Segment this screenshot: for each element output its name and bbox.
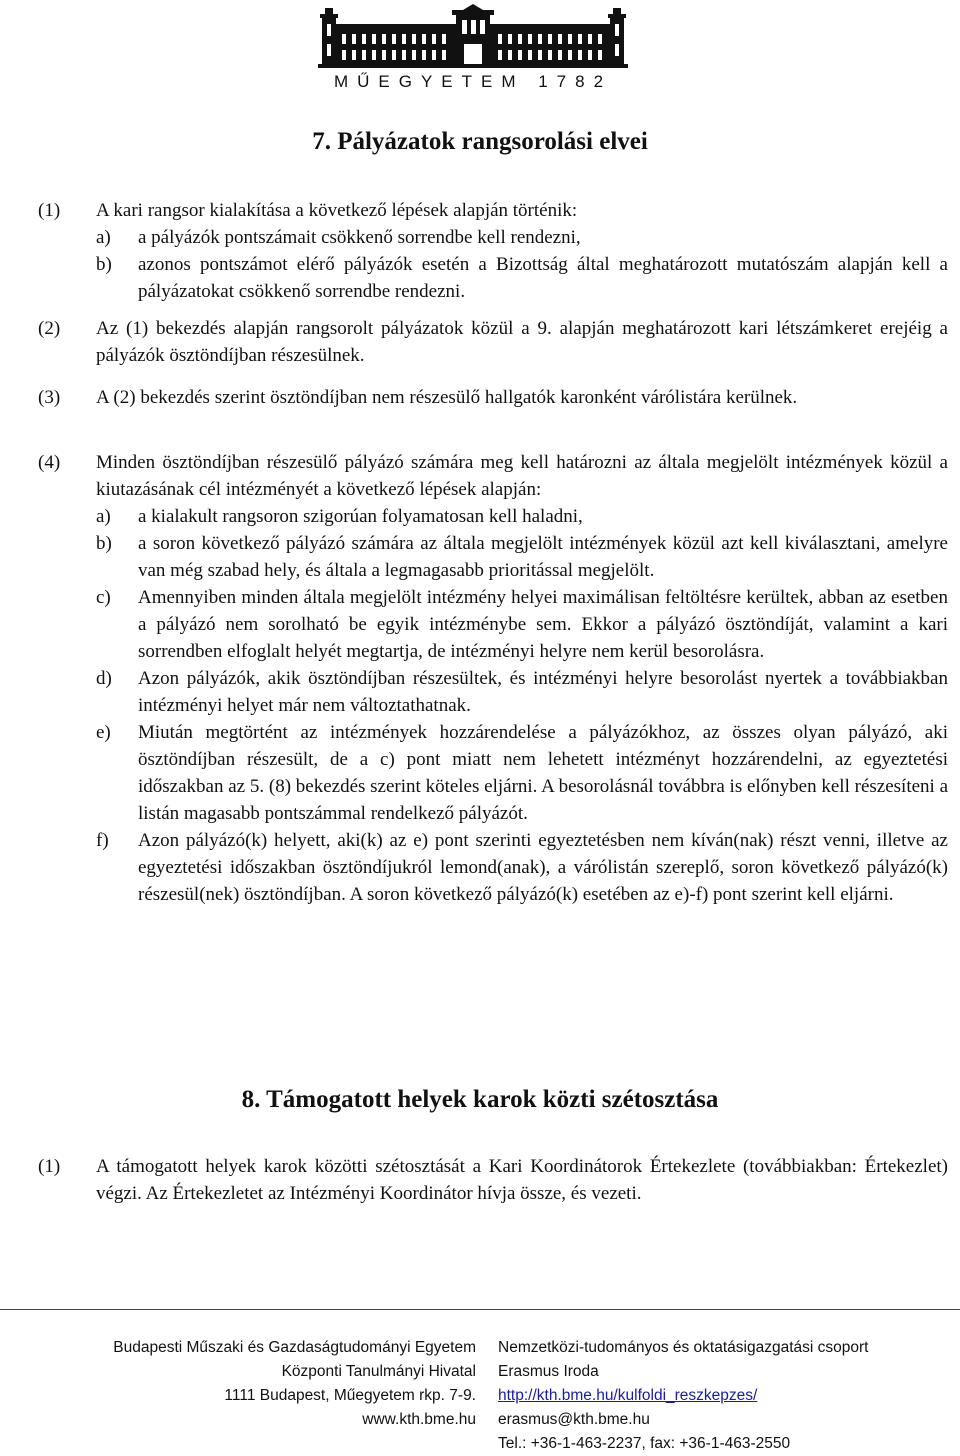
section-7-paragraph-3 — [38, 384, 948, 411]
list-item-text: Amennyiben minden általa megjelölt intézmény helyei maximálisan feltöltésre kerültek, abban az esetben a pályázó nem sorolható be egyik intézménybe sem. Ekkor a pályázó ösztöndíját, valamint a kari sorrendben elfoglalt helyét megtartja, de intézményi helyre nem kerül besorolásra. — [138, 587, 948, 662]
list-item-label: c) — [96, 587, 111, 608]
footer-link[interactable]: http://kth.bme.hu/kulfoldi_reszkepzes/ — [498, 1387, 758, 1404]
section-7-title: 7. Pályázatok rangsorolási elvei — [312, 128, 648, 155]
list-item-text: a kialakult rangsoron szigorúan folyamatosan kell haladni, — [138, 506, 583, 527]
list-item — [96, 530, 948, 584]
footer-right-column — [498, 1336, 938, 1456]
university-logo — [318, 4, 628, 100]
list-item-label: b) — [96, 254, 112, 275]
paragraph-text: A kari rangsor kialakítása a következő lépések alapján történik: — [96, 200, 578, 221]
list-item — [96, 251, 948, 305]
list-item-label: a) — [96, 506, 111, 527]
list-item-label: b) — [96, 533, 112, 554]
footer-office: Erasmus Iroda — [498, 1363, 599, 1380]
list-item-label: f) — [96, 830, 109, 851]
list-item — [96, 503, 948, 530]
footer-email: erasmus@kth.bme.hu — [498, 1411, 650, 1428]
paragraph-number: (2) — [38, 318, 61, 339]
list-item-text: Azon pályázók, akik ösztöndíjban részesültek, és intézményi helyre besorolást nyertek a továbbiakban intézményi helyet már nem változtathatnak. — [138, 668, 948, 716]
footer-website: www.kth.bme.hu — [362, 1411, 476, 1428]
list-item-text: a pályázók pontszámait csökkenő sorrendbe kell rendezni, — [138, 227, 581, 248]
list-item — [96, 827, 948, 908]
paragraph-text: A (2) bekezdés szerint ösztöndíjban nem részesülő hallgatók karonként várólistára kerülnek. — [96, 387, 798, 408]
list-item — [96, 719, 948, 827]
footer-group-name: Nemzetközi-tudományos és oktatásigazgatási csoport — [498, 1339, 869, 1356]
footer-divider — [0, 1309, 960, 1310]
list-item-label: d) — [96, 668, 112, 689]
list-item-label: a) — [96, 227, 111, 248]
footer-university-name: Budapesti Műszaki és Gazdaságtudományi Egyetem — [113, 1339, 476, 1356]
footer-office-name: Központi Tanulmányi Hivatal — [281, 1363, 476, 1380]
paragraph-number: (1) — [38, 200, 61, 221]
list-item — [96, 584, 948, 665]
paragraph-number: (1) — [38, 1156, 61, 1177]
footer-address: 1111 Budapest, Műegyetem rkp. 7-9. — [224, 1387, 476, 1404]
paragraph-number: (3) — [38, 387, 61, 408]
section-8-paragraph-1 — [38, 1153, 948, 1207]
section-7-paragraph-2 — [38, 315, 948, 369]
paragraph-text: Az (1) bekezdés alapján rangsorolt pályázatok közül a 9. alapján meghatározott kari létszámkeret erejéig a pályázók ösztöndíjban részesülnek. — [96, 318, 948, 366]
footer-phone: Tel.: +36-1-463-2237, fax: +36-1-463-2550 — [498, 1435, 791, 1452]
paragraph-number: (4) — [38, 452, 61, 473]
list-item — [96, 665, 948, 719]
section-8-title: 8. Támogatott helyek karok közti szétosztása — [241, 1086, 719, 1113]
building-emblem-icon — [318, 4, 628, 70]
paragraph-text: A támogatott helyek karok közötti szétosztását a Kari Koordinátorok Értekezlete (továbbiakban: Értekezlet) végzi. Az Értekezletet az Intézményi Koordinátor hívja össze, és vezeti. — [96, 1156, 948, 1204]
list-item-text: Miután megtörtént az intézmények hozzárendelése a pályázókhoz, az összes olyan pályázó, aki ösztöndíjban részesült, de a c) pont miatt nem lehetett intézményt hozzárendelni, az egyeztetési időszakban az 5. (8) bekezdés szerint köteles eljárni. A besorolásnál továbbra is előnyben kell részesíteni a listán magasabb pontszámmal rendelkező pályázót. — [138, 722, 948, 824]
section-7-paragraph-4 — [38, 449, 948, 908]
section-7-paragraph-1 — [38, 197, 948, 305]
paragraph-text: Minden ösztöndíjban részesülő pályázó számára meg kell határozni az általa megjelölt intézmények közül a kiutazásának cél intézményét a következő lépések alapján: — [96, 452, 948, 500]
list-item — [96, 224, 948, 251]
list-item-text: azonos pontszámot elérő pályázók esetén a Bizottság által meghatározott mutatószám alapján kell a pályázatokat csökkenő sorrendbe rendezni. — [138, 254, 948, 302]
logo-text: MŰEGYETEM 1782 — [333, 72, 613, 91]
list-item-label: e) — [96, 722, 111, 743]
list-item-text: a soron következő pályázó számára az általa megjelölt intézmények közül azt kell kiválasztani, amelyre van még szabad hely, és általa a legmagasabb prioritással megjelölt. — [138, 533, 948, 581]
footer-left-column — [40, 1336, 476, 1432]
list-item-text: Azon pályázó(k) helyett, aki(k) az e) pont szerinti egyeztetésben nem kíván(nak) részt venni, illetve az egyeztetési időszakban ösztöndíjukról lemond(anak), a várólistán szereplő, soron következő pályázó(k) részesül(nek) ösztöndíjban. A soron következő pályázó(k) esetében az e)-f) pont szerint kell eljárni. — [138, 830, 948, 905]
